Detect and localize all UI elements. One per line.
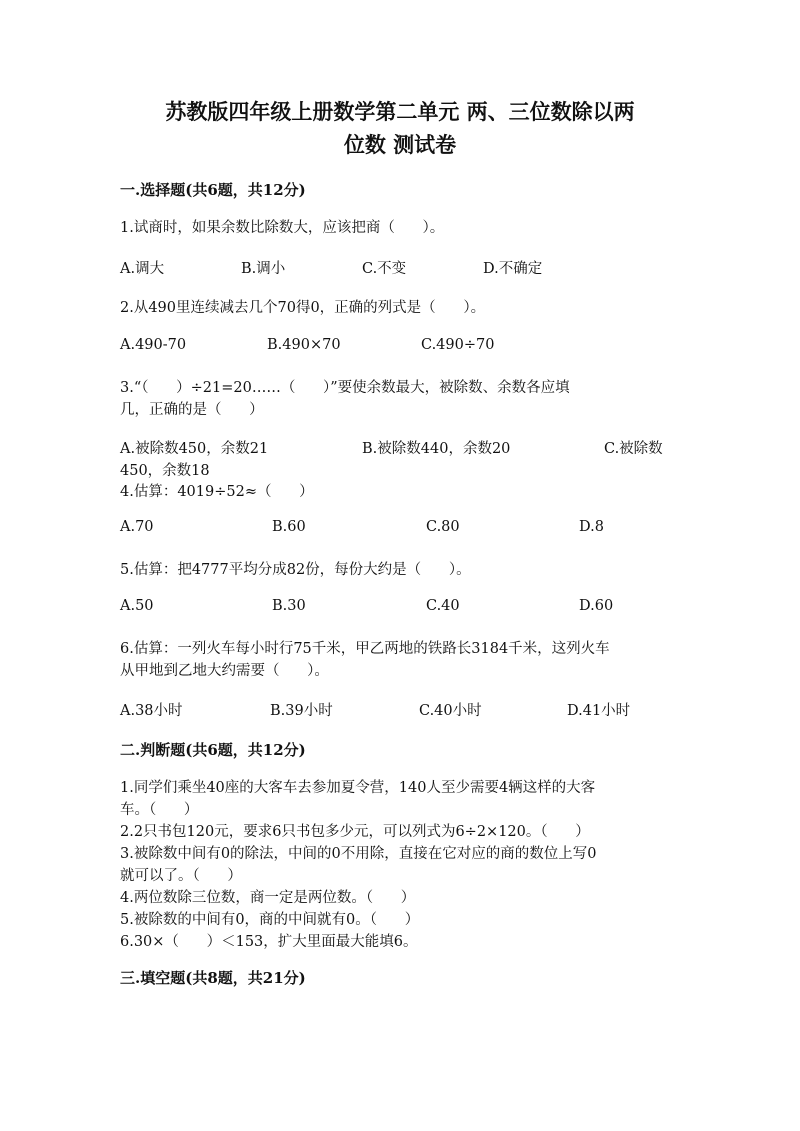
q4-option-c: C.80	[426, 519, 460, 535]
q5-option-a: A.50	[120, 598, 154, 614]
q1-option-a: A.调大	[120, 261, 165, 277]
document-title	[120, 95, 680, 161]
section-heading-choice: 一.选择题(共6题，共12分)	[120, 181, 306, 199]
question-2-stem: 2.从490里连续减去几个70得0，正确的列式是（ ）。	[120, 300, 486, 316]
q2-option-c: C.490÷70	[421, 337, 495, 353]
q4-option-d: D.8	[579, 519, 604, 535]
question-6-stem-line-2: 从甲地到乙地大约需要（ ）。	[120, 663, 329, 679]
q1-option-d: D.不确定	[483, 261, 543, 277]
q1-option-c: C.不变	[362, 261, 407, 277]
q3-option-b: B.被除数440，余数20	[362, 441, 511, 457]
q6-option-c: C.40小时	[419, 703, 482, 719]
question-6-stem-line-1: 6.估算：一列火车每小时行75千米，甲乙两地的铁路长3184千米，这列火车	[120, 641, 610, 657]
q6-option-a: A.38小时	[120, 703, 183, 719]
q1-option-b: B.调小	[241, 261, 286, 277]
judge-4: 4.两位数除三位数，商一定是两位数。（ ）	[120, 890, 416, 906]
q6-option-d: D.41小时	[567, 703, 631, 719]
title-line-2: 位数 测试卷	[343, 132, 457, 157]
judge-6: 6.30×（ ）＜153，扩大里面最大能填6。	[120, 934, 418, 950]
judge-5: 5.被除数的中间有0，商的中间就有0。（ ）	[120, 912, 420, 928]
q3-option-c: C.被除数	[604, 441, 663, 457]
section-heading-fill: 三.填空题(共8题，共21分)	[120, 969, 306, 987]
q2-option-a: A.490-70	[120, 337, 187, 353]
question-1-stem: 1.试商时，如果余数比除数大，应该把商（ ）。	[120, 220, 445, 236]
title-line-1: 苏教版四年级上册数学第二单元 两、三位数除以两	[165, 99, 635, 124]
judge-1-line-2: 车。（ ）	[120, 802, 199, 818]
judge-3-line-1: 3.被除数中间有0的除法，中间的0不用除，直接在它对应的商的数位上写0	[120, 846, 597, 862]
question-4-stem: 4.估算：4019÷52≈（ ）	[120, 484, 314, 500]
judge-1-line-1: 1.同学们乘坐40座的大客车去参加夏令营，140人至少需要4辆这样的大客	[120, 780, 596, 796]
question-3-stem-line-2: 几，正确的是（ ）	[120, 402, 264, 418]
judge-2: 2.2只书包120元，要求6只书包多少元，可以列式为6÷2×120。（ ）	[120, 824, 590, 840]
question-3-stem-line-1: 3.“（ ）÷21=20……（ ）”要使余数最大，被除数、余数各应填	[120, 380, 570, 396]
section-heading-judge: 二.判断题(共6题，共12分)	[120, 741, 306, 759]
q5-option-d: D.60	[579, 598, 614, 614]
q4-option-b: B.60	[272, 519, 306, 535]
question-5-stem: 5.估算：把4777平均分成82份，每份大约是（ ）。	[120, 562, 471, 578]
judge-3-line-2: 就可以了。（ ）	[120, 868, 242, 884]
q3-option-a: A.被除数450，余数21	[120, 441, 269, 457]
q5-option-c: C.40	[426, 598, 460, 614]
q2-option-b: B.490×70	[267, 337, 341, 353]
q4-option-a: A.70	[120, 519, 154, 535]
q3-option-c-continued: 450，余数18	[120, 463, 210, 479]
q6-option-b: B.39小时	[270, 703, 333, 719]
q5-option-b: B.30	[272, 598, 306, 614]
